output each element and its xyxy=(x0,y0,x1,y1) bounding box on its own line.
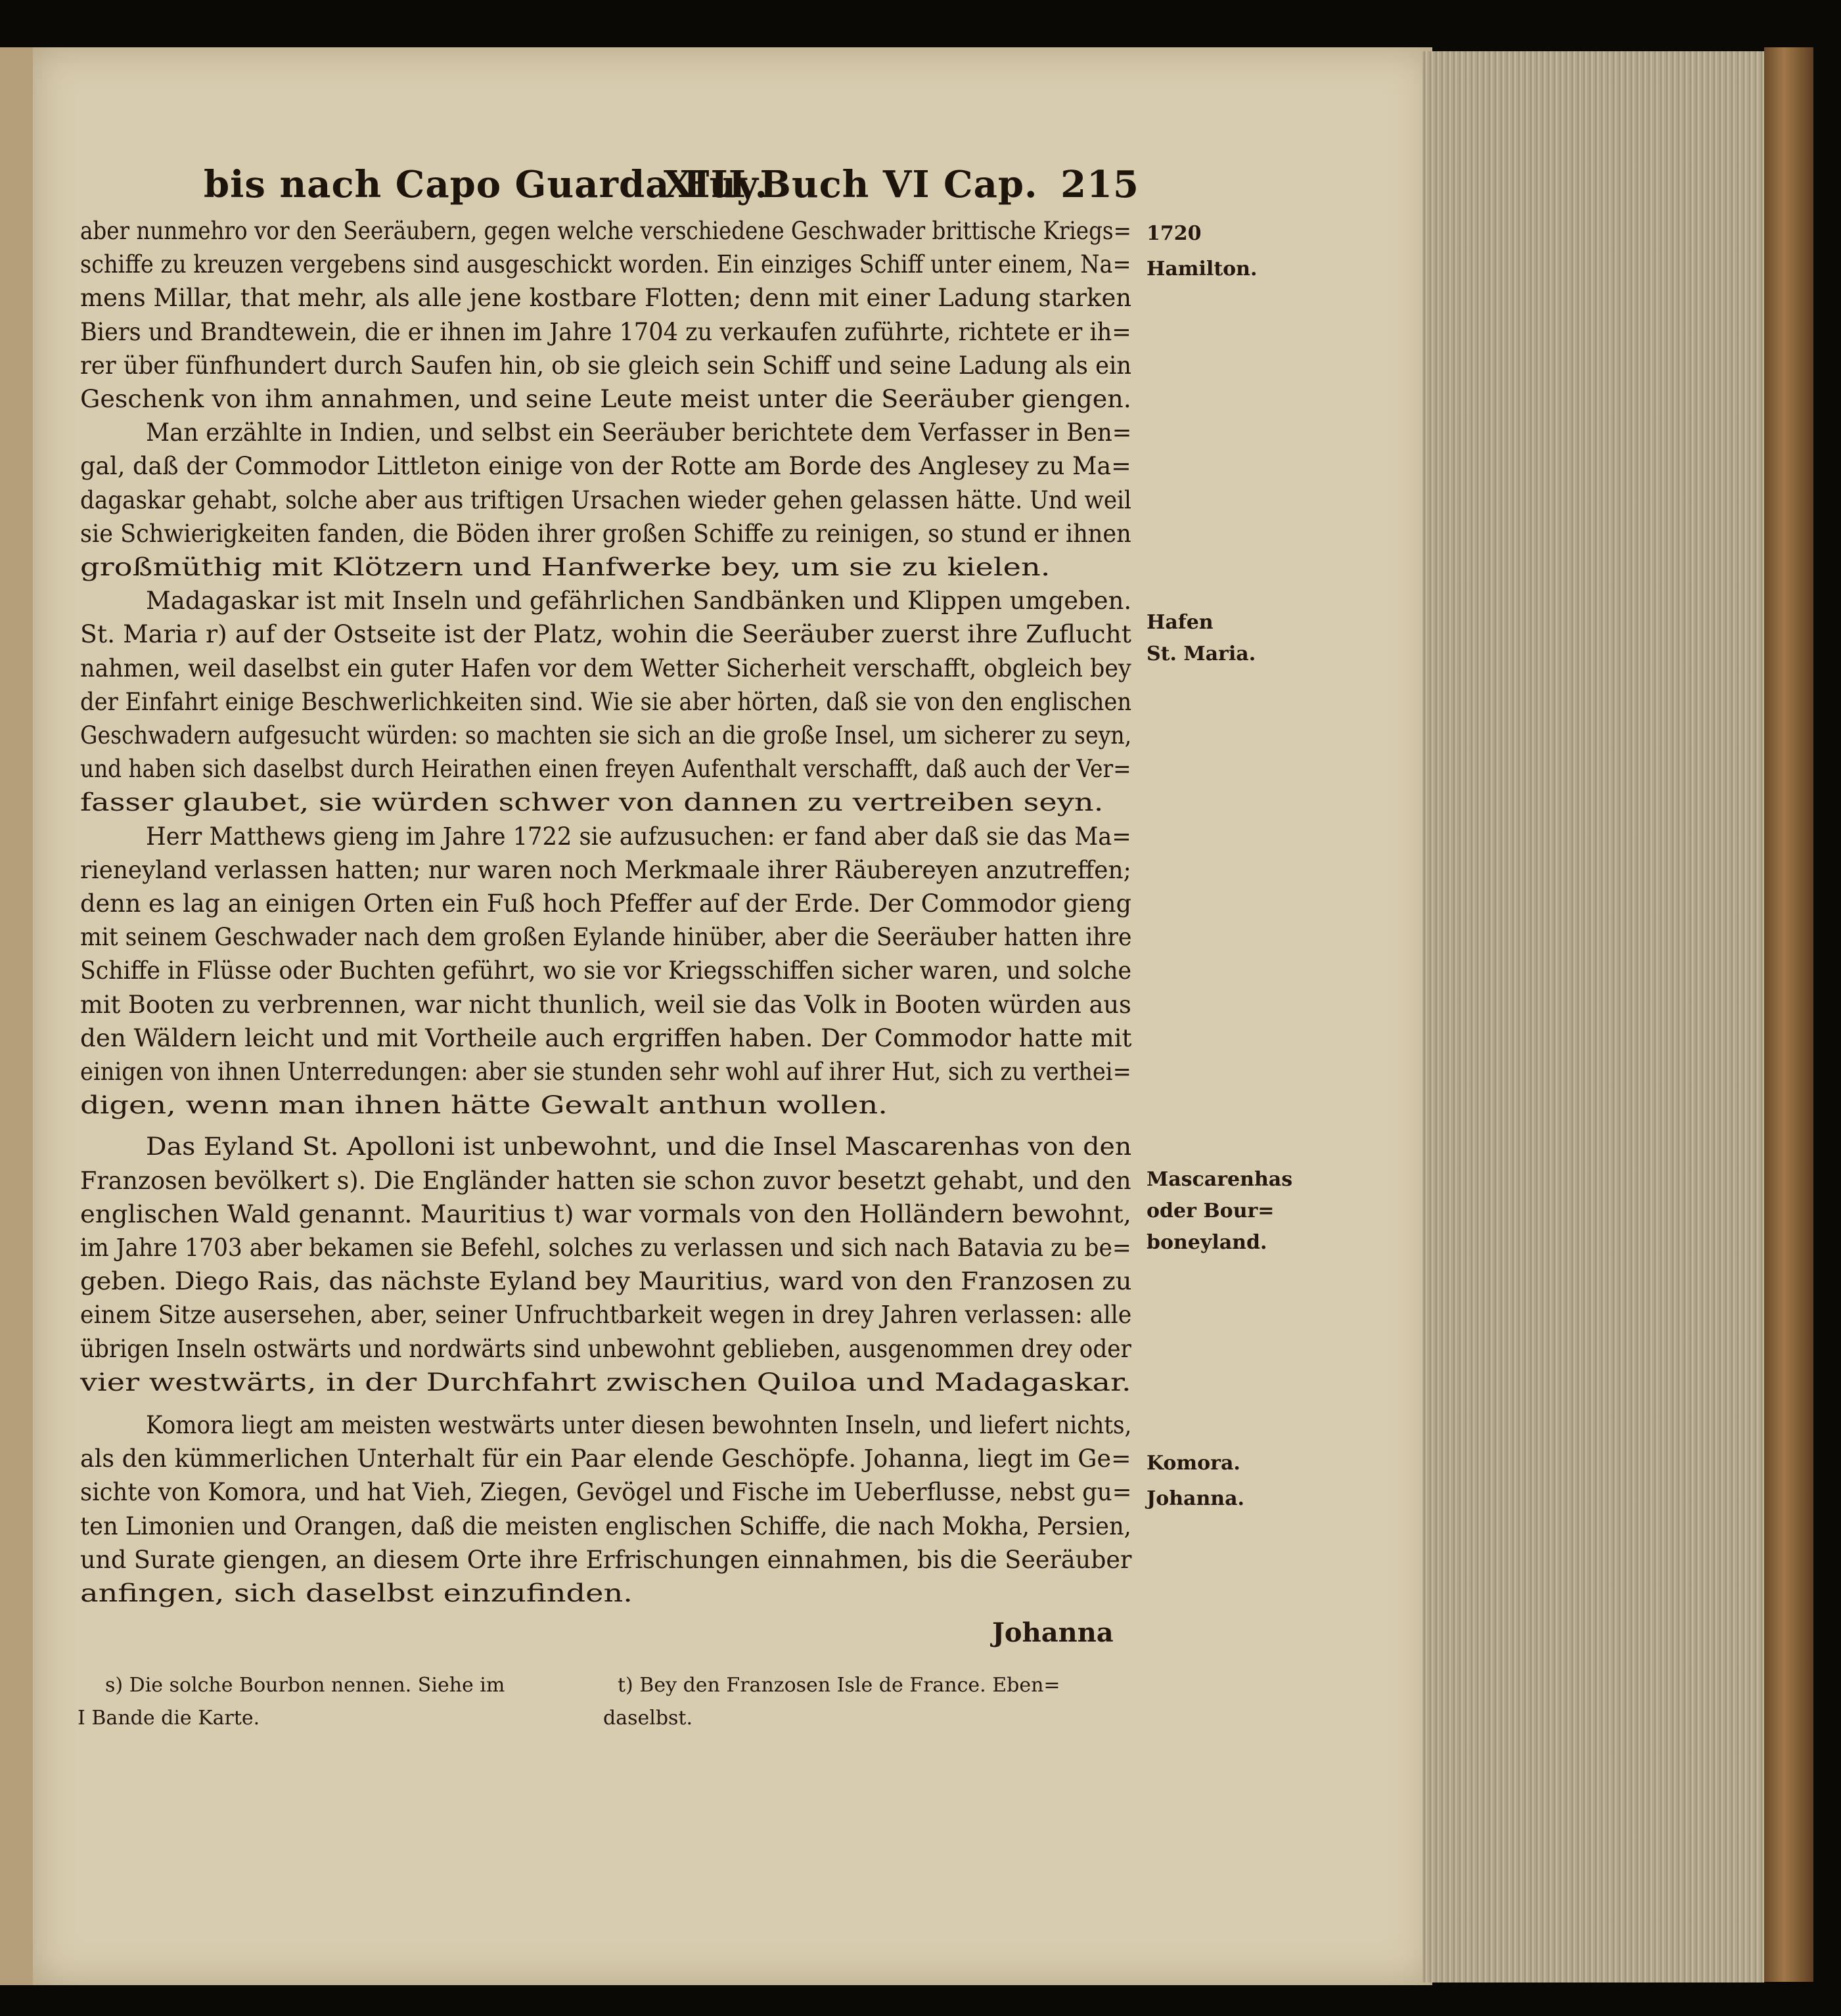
body-line: einigen von ihnen Unterredungen: aber sie stunden sehr wohl auf ihrer Hut, sich zu verthei= xyxy=(80,1058,1131,1086)
body-line: Franzosen bevölkert s). Die Engländer hatten sie schon zuvor besetzt gehabt, und den xyxy=(80,1166,1131,1195)
running-title: bis nach Capo Guarda Fuy. xyxy=(204,163,768,206)
body-line: denn es lag an einigen Orten ein Fuß hoch Pfeffer auf der Erde. Der Commodor gieng xyxy=(80,889,1131,918)
margin-note-st-maria: St. Maria. xyxy=(1147,642,1256,665)
body-line: mens Millar, that mehr, als alle jene kostbare Flotten; denn mit einer Ladung starken xyxy=(80,284,1132,313)
body-line: großmüthig mit Klötzern und Hanfwerke bey, um sie zu kielen. xyxy=(80,553,1051,581)
margin-note-mascarenhas: Mascarenhas xyxy=(1147,1168,1293,1191)
page-number: 215 xyxy=(1060,163,1139,206)
page-fore-edge xyxy=(1422,51,1764,1982)
body-line: rer über fünfhundert durch Saufen hin, ob sie gleich sein Schiff und seine Ladung als ein xyxy=(80,351,1132,380)
body-line: nahmen, weil daselbst ein guter Hafen vor dem Wetter Sicherheit verschafft, obgleich bey xyxy=(80,654,1131,683)
body-line: Biers und Brandtewein, die er ihnen im Jahre 1704 zu verkaufen zuführte, richtete er ih= xyxy=(80,317,1131,346)
body-line: Schiffe in Flüsse oder Buchten geführt, wo sie vor Kriegsschiffen sicher waren, und solche xyxy=(80,956,1132,985)
body-line: schiffe zu kreuzen vergebens sind ausgeschickt worden. Ein einziges Schiff unter einem, Na= xyxy=(80,250,1131,279)
body-line: im Jahre 1703 aber bekamen sie Befehl, solches zu verlassen und sich nach Batavia zu be= xyxy=(80,1234,1131,1262)
body-line: Geschenk von ihm annahmen, und seine Leute meist unter die Seeräuber giengen. xyxy=(80,385,1131,413)
body-line: Man erzählte in Indien, und selbst ein Seeräuber berichtete dem Verfasser in Ben= xyxy=(146,418,1132,447)
catchword: Johanna xyxy=(992,1617,1114,1648)
body-line: digen, wenn man ihnen hätte Gewalt anthun wollen. xyxy=(80,1091,888,1120)
body-line: mit seinem Geschwader nach dem großen Eylande hinüber, aber die Seeräuber hatten ihre xyxy=(80,923,1132,952)
margin-note-year: 1720 xyxy=(1147,222,1202,245)
body-line: mit Booten zu verbrennen, war nicht thunlich, weil sie das Volk in Booten würden aus xyxy=(80,990,1131,1019)
footnote-s-line2: I Bande die Karte. xyxy=(78,1707,260,1730)
body-line: Geschwadern aufgesucht würden: so machten sie sich an die große Insel, um sicherer zu seyn, xyxy=(80,721,1132,750)
body-line: der Einfahrt einige Beschwerlichkeiten sind. Wie sie aber hörten, daß sie von den englischen xyxy=(80,687,1132,716)
body-line: gal, daß der Commodor Littleton einige von der Rotte am Borde des Anglesey zu Ma= xyxy=(80,452,1131,481)
body-line: als den kümmerlichen Unterhalt für ein Paar elende Geschöpfe. Johanna, liegt im Ge= xyxy=(80,1445,1131,1473)
body-line: übrigen Inseln ostwärts und nordwärts sind unbewohnt geblieben, ausgenommen drey oder xyxy=(80,1334,1131,1363)
body-line: geben. Diego Rais, das nächste Eyland bey Mauritius, ward von den Franzosen zu xyxy=(80,1267,1132,1296)
body-line: sichte von Komora, und hat Vieh, Ziegen, Gevögel und Fische im Ueberflusse, nebst gu= xyxy=(80,1478,1132,1507)
margin-note-komora: Komora. xyxy=(1147,1452,1240,1475)
body-line: Madagaskar ist mit Inseln und gefährlichen Sandbänken und Klippen umgeben. xyxy=(146,587,1132,616)
book-cover-spine xyxy=(1764,47,1813,1982)
margin-note-hafen: Hafen xyxy=(1147,611,1214,634)
margin-note-bourbon: oder Bour= xyxy=(1147,1199,1275,1222)
body-line: anfingen, sich daselbst einzufinden. xyxy=(80,1579,633,1607)
body-line: einem Sitze ausersehen, aber, seiner Unfruchtbarkeit wegen in drey Jahren verlassen: alle xyxy=(80,1301,1132,1330)
body-line: rieneyland verlassen hatten; nur waren noch Merkmaale ihrer Räubereyen anzutreffen; xyxy=(80,855,1131,884)
footnote-s-line1: s) Die solche Bourbon nennen. Siehe im xyxy=(105,1674,505,1697)
footnote-t-line1: t) Bey den Franzosen Isle de France. Eben= xyxy=(618,1674,1060,1697)
body-line: Komora liegt am meisten westwärts unter diesen bewohnten Inseln, und liefert nichts, xyxy=(146,1411,1132,1439)
body-line: dagaskar gehabt, solche aber aus triftigen Ursachen wieder gehen gelassen hätte. Und weil xyxy=(80,485,1131,514)
body-line: englischen Wald genannt. Mauritius t) war vormals von den Holländern bewohnt, xyxy=(80,1199,1131,1228)
body-line: ten Limonien und Orangen, daß die meisten englischen Schiffe, die nach Mokha, Persien, xyxy=(80,1512,1131,1540)
book-chapter: XIII Buch VI Cap. xyxy=(664,163,1038,206)
footnote-t-line2: daselbst. xyxy=(603,1707,693,1730)
body-line: Herr Matthews gieng im Jahre 1722 sie aufzusuchen: er fand aber daß sie das Ma= xyxy=(146,822,1131,851)
body-line: den Wäldern leicht und mit Vortheile auch ergriffen haben. Der Commodor hatte mit xyxy=(80,1023,1132,1052)
body-line: St. Maria r) auf der Ostseite ist der Platz, wohin die Seeräuber zuerst ihre Zuflucht xyxy=(80,620,1132,649)
body-line: und haben sich daselbst durch Heirathen einen freyen Aufenthalt verschafft, daß auch der Ver= xyxy=(80,755,1131,784)
body-line: fasser glaubet, sie würden schwer von dannen zu vertreiben seyn. xyxy=(80,788,1104,817)
body-line: aber nunmehro vor den Seeräubern, gegen welche verschiedene Geschwader brittische Kriegs= xyxy=(80,217,1131,245)
margin-note-johanna: Johanna. xyxy=(1147,1487,1244,1510)
body-line: sie Schwierigkeiten fanden, die Böden ihrer großen Schiffe zu reinigen, so stund er ihnen xyxy=(80,519,1131,548)
margin-note-hamilton: Hamilton. xyxy=(1147,258,1258,280)
body-line: und Surate giengen, an diesem Orte ihre Erfrischungen einnahmen, bis die Seeräuber xyxy=(80,1545,1132,1574)
margin-note-boneyland: boneyland. xyxy=(1147,1231,1267,1254)
body-line: vier westwärts, in der Durchfahrt zwischen Quiloa und Madagaskar. xyxy=(80,1368,1131,1397)
body-line: Das Eyland St. Apolloni ist unbewohnt, und die Insel Mascarenhas von den xyxy=(146,1132,1132,1161)
